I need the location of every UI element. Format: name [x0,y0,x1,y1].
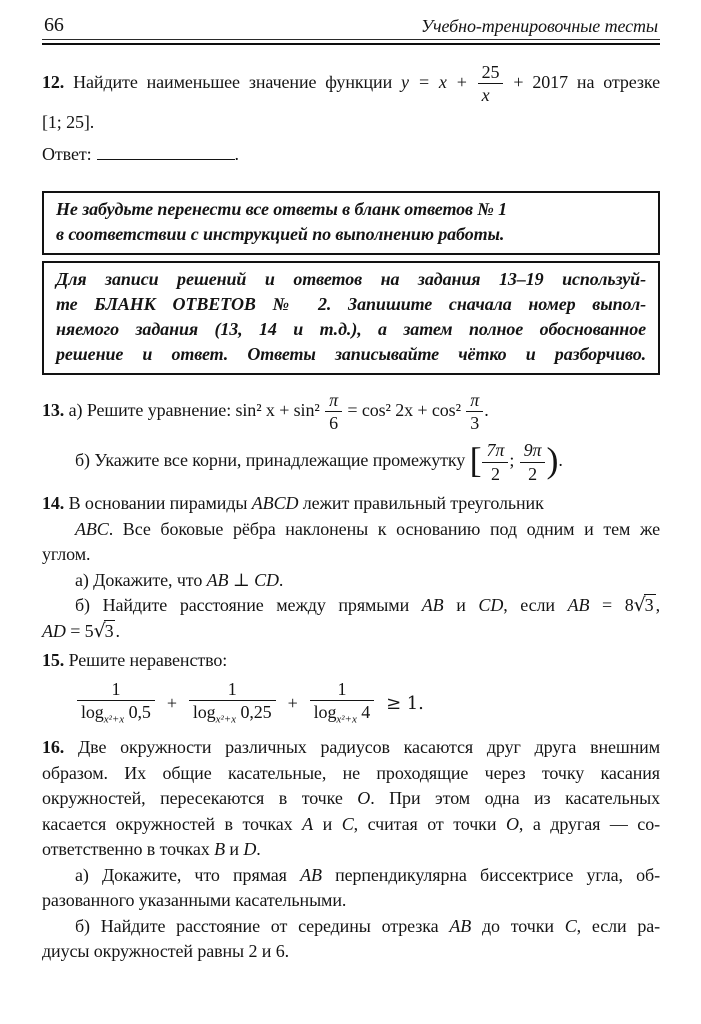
page-header [42,14,660,37]
statement-text: касается окружностей в точках [42,813,293,834]
problem-13a [42,387,660,435]
fraction-9pi-over-2: $\frac{9\pi}{2}$ [520,441,546,483]
math-variable: B [214,839,225,860]
math-variable: AB [421,595,444,616]
fraction-25-over-x: $\frac{25}{x}$ [478,63,504,105]
math-expression: = 5 [70,620,94,641]
left-bracket: [ [469,440,482,481]
page-number: 66 [44,14,64,36]
problem-number: 14. [42,493,65,514]
problem-16 [42,735,660,965]
answer-period: . [234,143,239,164]
math-expression: sin² x + sin² [235,399,320,420]
statement-text: , а другая — со- [518,813,660,834]
plus-operator: + [166,692,177,713]
fraction-term-2: $\frac{1}{\log_{x^2+x} 0,25}$ [189,680,276,726]
notice-line: Не забудьте перенести все ответы в бланк ответов № 1 [56,198,508,219]
greater-equal-one: ≥ 1. [386,692,424,714]
math-variable: ABC [75,518,109,539]
statement-text: на отрезке [576,71,661,92]
statement-text: а) Докажите, что прямая [75,864,287,885]
notice-box-answer-sheet-1 [42,191,660,255]
notice-line: те БЛАНК ОТВЕТОВ № 2. Запишите сначала номер выпол- [56,293,646,314]
statement-text: окружностей, пересекаются в точке [42,788,343,809]
math-expression: = cos² 2x + cos² [347,399,461,420]
notice-line: в соответствии с инструкцией по выполнению работы. [56,223,505,244]
problem-number: 12. [42,71,65,92]
fraction-term-1: $\frac{1}{\log_{x^2+x} 0,5}$ [77,680,155,726]
period: . [484,399,489,420]
statement-text: Найдите наименьшее значение функции [73,71,393,92]
math-variable: ABCD [251,493,299,514]
period: . [256,839,261,860]
statement-text: а) Докажите, что [75,569,203,590]
problem-16-line-5 [42,837,660,863]
problem-15-statement [42,648,660,673]
problem-14-line-3: углом. [42,544,91,565]
math-variable: CD [478,595,504,616]
sqrt-3: √3 [93,619,114,642]
statement-text: до точки [481,915,554,936]
problem-12-statement [42,61,660,107]
problem-12 [42,61,660,167]
statement-text: б) Найдите расстояние от середины отрезка [75,915,439,936]
math-variable: O [505,813,519,834]
problem-14-line-1 [42,491,660,517]
math-variable: D [243,839,257,860]
statement-text: , считая от точки [353,813,497,834]
answer-blank [97,144,235,160]
problem-14 [42,491,660,644]
notice-box-answer-sheet-2 [42,261,660,375]
statement-text: . Все боковые рёбра наклонены к основанию под одним и тем же [108,518,660,539]
math-variable: C [564,915,577,936]
statement-text: и [456,595,466,616]
statement-text: В основании пирамиды [68,493,248,514]
math-variable: AB [300,864,322,885]
problem-16a-line-1 [75,863,660,889]
math-variable: AD [42,620,66,641]
problem-14b-line-1 [75,593,660,619]
answer-line [42,141,660,167]
problem-16b-line-1 [75,914,660,940]
problem-15 [42,648,660,729]
fraction-pi-over-3: $\frac{\pi}{3}$ [466,391,483,433]
part-a-label: а) [68,399,83,420]
problem-13b [75,436,660,485]
math-expression: = 8 [602,595,634,616]
right-paren: ) [546,440,559,481]
plus-operator: + [287,692,298,713]
interval-text: [1; 25]. [42,111,95,132]
math-variable: CD [254,569,279,590]
problem-number: 16. [42,737,65,758]
math-variable: C [341,813,354,834]
fraction-7pi-over-2: $\frac{7\pi}{2}$ [482,441,508,483]
problem-14-line-2 [75,517,660,543]
statement-text: и [322,813,333,834]
inequality-formula [76,677,660,729]
statement-text: Решите уравнение: [86,399,232,420]
problem-number: 15. [42,650,65,671]
statement-text: . При этом одна из касательных [370,788,660,809]
math-expression: y = x + [401,71,468,92]
statement-text: Решите неравенство: [68,650,228,671]
math-variable: O [357,788,371,809]
problem-16b-line-2: диусы окружностей равны 2 и 6. [42,941,289,962]
part-b-label: б) [75,450,90,471]
math-variable: A [302,813,314,834]
running-title: Учебно-тренировочные тесты [421,16,658,36]
sqrt-3: √3 [633,594,654,617]
statement-text: перпендикулярна биссектрисе угла, об- [335,864,660,885]
statement-text: , если [503,595,555,616]
header-rule [42,39,660,45]
statement-text: ответственно в точках [42,839,210,860]
problem-16-line-3 [42,786,660,812]
statement-text: лежит правильный треугольник [302,493,544,514]
notice-line: няемого задания (13, 14 и т.д.), а затем полное обоснованное [56,318,646,339]
problem-14b-line-2 [42,619,660,645]
problem-16-line-1 [42,735,660,761]
math-variable: AB [567,595,590,616]
period: . [558,450,563,471]
problem-16a-line-2: разованного указанными касательными. [42,890,347,911]
statement-text: б) Найдите расстояние между прямыми [75,595,410,616]
answer-label: Ответ: [42,143,92,164]
statement-text: , если ра- [576,915,661,936]
problem-14a [75,568,660,594]
problem-16-line-2: образом. Их общие касательные, не проходящие через точку касания [42,762,660,783]
perpendicular-symbol: ⊥ [232,569,250,591]
statement-text: Две окружности различных радиусов касаются друг друга внешним [77,737,661,758]
problem-16-line-4 [42,812,660,838]
period: . [115,620,120,641]
period: . [278,569,284,590]
fraction-pi-over-6: $\frac{\pi}{6}$ [325,391,342,433]
statement-text: и [229,839,239,860]
math-expression: + 2017 [513,71,568,92]
problem-13 [42,387,660,485]
math-variable: AB [206,569,229,590]
problem-number: 13. [42,399,65,420]
semicolon: ; [509,450,515,471]
comma: , [655,595,660,616]
math-variable: AB [449,915,472,936]
notice-line: Для записи решений и ответов на задания 13–19 используй- [56,268,646,289]
notice-line: решение и ответ. Ответы записывайте чётко и разборчиво. [56,343,646,364]
statement-text: Укажите все корни, принадлежащие промежутку [94,450,466,471]
fraction-term-3: $\frac{1}{\log_{x^2+x} 4}$ [310,680,375,726]
